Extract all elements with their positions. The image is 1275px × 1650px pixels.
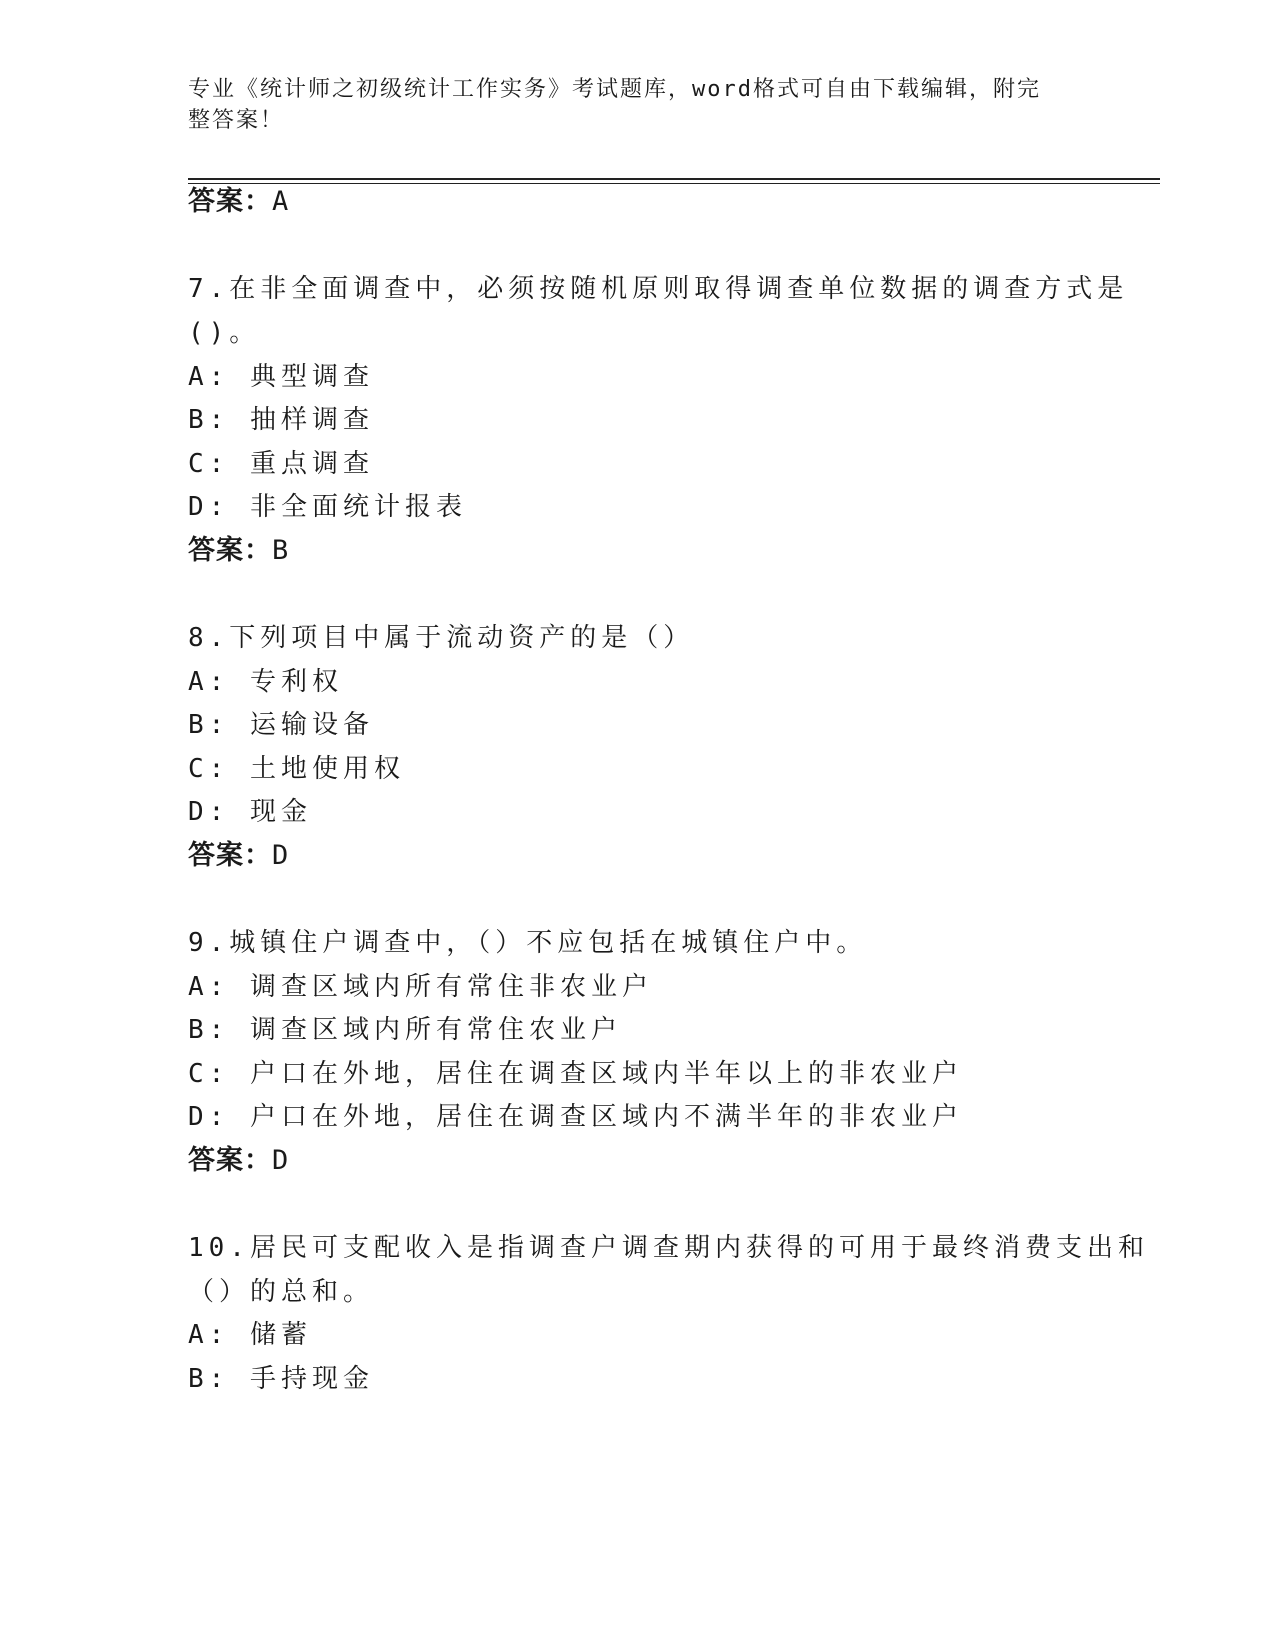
answer-value: D [272, 1145, 290, 1176]
header-rule-thick [188, 178, 1160, 180]
question-10-option-a: A: 储蓄 [188, 1320, 312, 1350]
question-7-option-d: D: 非全面统计报表 [188, 492, 467, 522]
header-line-2: 整答案！ [188, 108, 285, 133]
header-rule-thin [188, 183, 1160, 184]
question-10-option-b: B: 手持现金 [188, 1364, 374, 1394]
question-7-option-a: A: 典型调查 [188, 362, 374, 392]
question-7-option-b: B: 抽样调查 [188, 405, 374, 435]
question-8-option-a: A: 专利权 [188, 667, 343, 697]
question-9-option-c: C: 户口在外地，居住在调查区域内半年以上的非农业户 [188, 1059, 963, 1089]
question-9-option-d: D: 户口在外地，居住在调查区域内不满半年的非农业户 [188, 1102, 963, 1132]
question-10-stem-line-1: 10.居民可支配收入是指调查户调查期内获得的可用于最终消费支出和 [188, 1233, 1149, 1263]
question-9-answer [188, 1145, 289, 1177]
answer-label: 答案： [188, 1145, 272, 1176]
question-8-option-b: B: 运输设备 [188, 710, 374, 740]
document-header [188, 74, 1068, 136]
question-8-option-c: C: 土地使用权 [188, 754, 405, 784]
question-8-answer [188, 840, 289, 872]
question-7-stem-line-2: ()。 [188, 318, 261, 348]
question-7-option-c: C: 重点调查 [188, 449, 374, 479]
answer-label: 答案： [188, 186, 272, 217]
question-10-stem-line-2: （）的总和。 [188, 1277, 375, 1307]
question-9-option-b: B: 调查区域内所有常住农业户 [188, 1015, 622, 1045]
answer-value: D [272, 840, 290, 871]
question-7-stem-line-1: 7.在非全面调查中，必须按随机原则取得调查单位数据的调查方式是 [188, 274, 1129, 304]
question-9-option-a: A: 调查区域内所有常住非农业户 [188, 972, 653, 1002]
answer-label: 答案： [188, 535, 272, 566]
answer-value: B [272, 535, 290, 566]
answer-value: A [272, 186, 290, 217]
answer-previous [188, 186, 289, 218]
question-9-stem-line-1: 9.城镇住户调查中，（）不应包括在城镇住户中。 [188, 928, 868, 958]
answer-label: 答案： [188, 840, 272, 871]
header-line-1: 专业《统计师之初级统计工作实务》考试题库，word格式可自由下载编辑，附完 [188, 77, 1041, 102]
question-7-answer [188, 535, 289, 567]
question-8-stem-line-1: 8.下列项目中属于流动资产的是（） [188, 623, 695, 653]
question-8-option-d: D: 现金 [188, 797, 312, 827]
